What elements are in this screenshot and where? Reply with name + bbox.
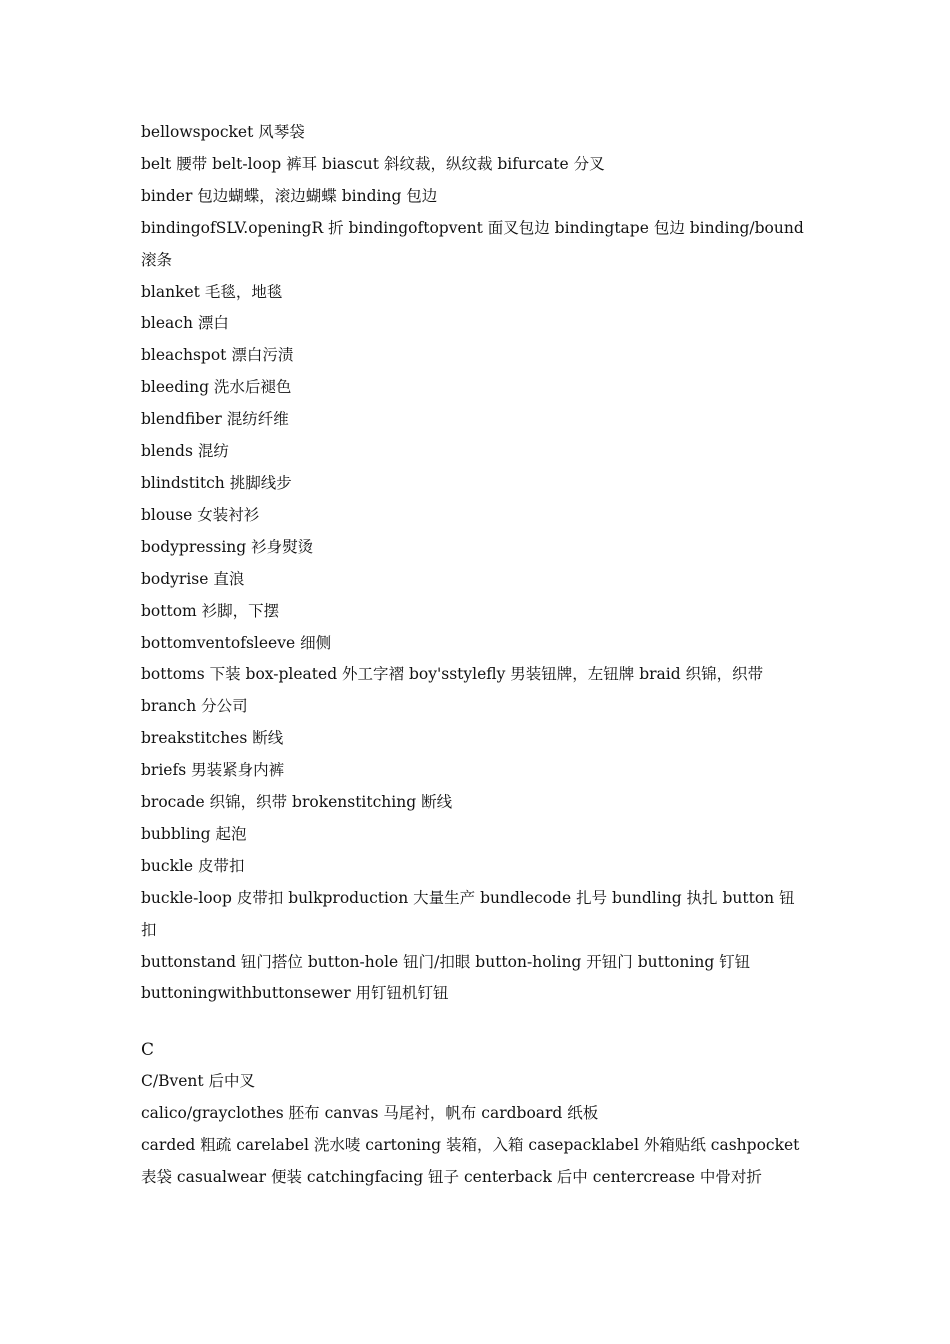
glossary-line: bindingofSLV.openingR 折 bindingoftopvent 面叉包边 bindingtape 包边 binding/bound bbox=[141, 218, 804, 237]
document-page bbox=[141, 117, 813, 1194]
glossary-line: binder 包边蝴蝶，滚边蝴蝶 binding 包边 bbox=[141, 186, 438, 205]
glossary-line: briefs 男装紧身内裤 bbox=[141, 761, 285, 780]
glossary-line: blendfiber 混纺纤维 bbox=[141, 410, 289, 429]
section-c-heading: C bbox=[141, 1040, 155, 1061]
glossary-line: C/Bvent 后中叉 bbox=[141, 1072, 256, 1091]
glossary-line: bubbling 起泡 bbox=[141, 824, 247, 843]
glossary-line: bodypressing 衫身熨烫 bbox=[141, 537, 314, 556]
glossary-line: bleeding 洗水后褪色 bbox=[141, 378, 292, 397]
glossary-line: buttonstand 钮门搭位 button-hole 钮门/扣眼 button-holing 开钮门 buttoning 钉钮 bbox=[141, 952, 751, 971]
glossary-line: breakstitches 断线 bbox=[141, 729, 284, 748]
glossary-line: blends 混纺 bbox=[141, 442, 229, 461]
glossary-line: bleachspot 漂白污渍 bbox=[141, 346, 294, 365]
glossary-line: blanket 毛毯，地毯 bbox=[141, 282, 283, 301]
glossary-line: blindstitch 挑脚线步 bbox=[141, 473, 292, 492]
glossary-line: branch 分公司 bbox=[141, 697, 248, 716]
section-c bbox=[141, 1066, 813, 1194]
glossary-line: bottomventofsleeve 细侧 bbox=[141, 633, 332, 652]
glossary-line: 滚条 bbox=[141, 250, 173, 269]
section-b bbox=[141, 117, 813, 1010]
glossary-line: buttoningwithbuttonsewer 用钉钮机钉钮 bbox=[141, 984, 449, 1003]
glossary-line: bottom 衫脚，下摆 bbox=[141, 601, 280, 620]
glossary-line: buckle 皮带扣 bbox=[141, 856, 245, 875]
glossary-line: bleach 漂白 bbox=[141, 314, 229, 333]
glossary-line: calico/grayclothes 胚布 canvas 马尾衬，帆布 cardboard 纸板 bbox=[141, 1104, 599, 1123]
glossary-line: bellowspocket 风琴袋 bbox=[141, 123, 305, 141]
glossary-line: 扣 bbox=[141, 920, 157, 939]
glossary-line: bodyrise 直浪 bbox=[141, 569, 245, 588]
glossary-line: carded 粗疏 carelabel 洗水唛 cartoning 装箱，入箱 casepacklabel 外箱贴纸 cashpocket bbox=[141, 1136, 800, 1155]
glossary-line: buckle-loop 皮带扣 bulkproduction 大量生产 bundlecode 扎号 bundling 执扎 button 钮 bbox=[141, 888, 795, 907]
glossary-line: brocade 织锦，织带 brokenstitching 断线 bbox=[141, 793, 453, 812]
glossary-line: 表袋 casualwear 便装 catchingfacing 钮子 centerback 后中 centercrease 中骨对折 bbox=[141, 1168, 762, 1187]
section-gap bbox=[141, 1010, 813, 1034]
glossary-line: belt 腰带 belt-loop 裤耳 biascut 斜纹裁，纵纹裁 bifurcate 分叉 bbox=[141, 154, 605, 173]
glossary-line: bottoms 下装 box-pleated 外工字褶 boy'sstylefly 男装钮牌，左钮牌 braid 织锦，织带 bbox=[141, 665, 764, 684]
glossary-line: blouse 女装衬衫 bbox=[141, 505, 260, 524]
